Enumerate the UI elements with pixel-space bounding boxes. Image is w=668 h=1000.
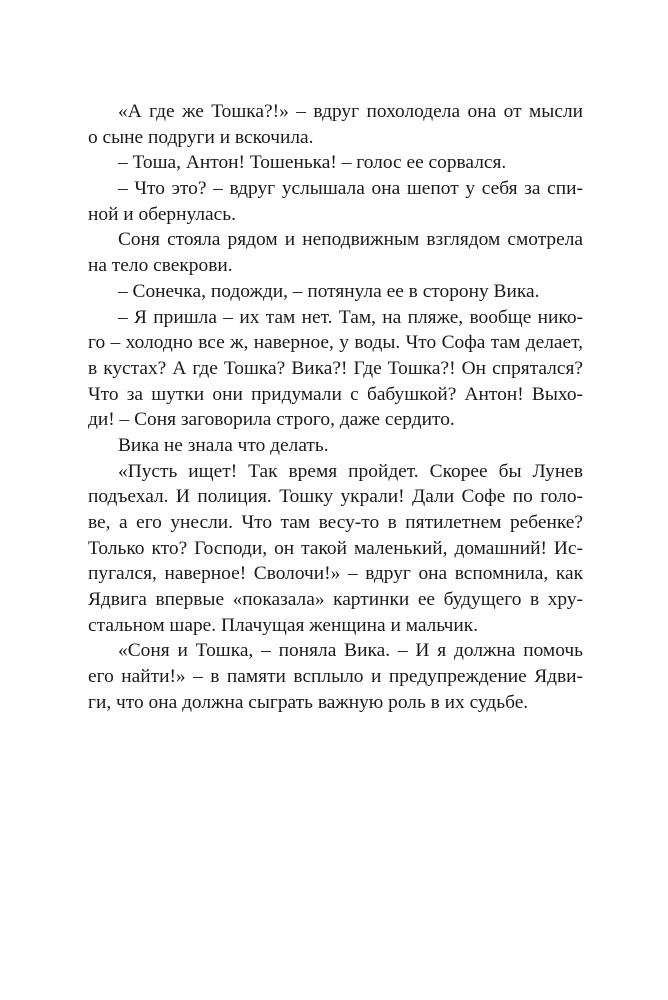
text-line: «А где же Тошка?!» – вдруг похолодела она от мысли [118,101,583,122]
text-line: – Тоша, Антон! Тошенька! – голос ее сорвался. [118,152,507,174]
text-line: – Сонечка, подожди, – потянула ее в сторону Вика. [118,280,540,302]
text-line: – Я пришла – их там нет. Там, на пляже, вообще нико- [118,306,583,328]
text-line: подъехал. И полиция. Тошку украли! Дали Софе по голо- [88,486,583,508]
text-line: о сыне подруги и вскочила. [88,126,314,148]
text-line: го – холодно все ж, наверное, у воды. Что Софа там делает, [88,332,583,354]
text-line: «Пусть ищет! Так время пройдет. Скорее бы Лунев [118,460,583,482]
text-line: пугался, наверное! Сволочи!» – вдруг она вспомнила, как [88,563,583,585]
text-line: – Что это? – вдруг услышала она шепот у себя за спи- [118,178,583,200]
text-line: ве, а его унесли. Что там весу-то в пятилетнем ребенке? [88,512,583,533]
text-line: ди! – Соня заговорила строго, даже сердито. [88,409,455,431]
text-line: на тело свекрови. [88,255,233,277]
text-line: стальном шаре. Плачущая женщина и мальчик. [88,614,479,636]
text-line: Вика не знала что делать. [118,434,329,456]
text-line: Ядвига впервые «показала» картинки ее будущего в хру- [88,589,583,611]
text-line: Только кто? Господи, он такой маленький, домашний! Ис- [88,537,583,559]
text-line: ги, что она должна сыграть важную роль в их судьбе. [88,691,529,713]
body-text [88,99,583,716]
text-line: ной и обернулась. [88,203,236,225]
text-line: «Соня и Тошка, – поняла Вика. – И я должна помочь [118,640,583,662]
text-line: в кустах? А где Тошка? Вика?! Где Тошка?! Он спрятался? [88,357,583,379]
text-line: Соня стояла рядом и неподвижным взглядом смотрела [118,229,583,251]
text-line: его найти!» – в памяти всплыло и предупреждение Ядви- [88,666,583,688]
text-line: Что за шутки они придумали с бабушкой? Антон! Выхо- [88,383,583,405]
